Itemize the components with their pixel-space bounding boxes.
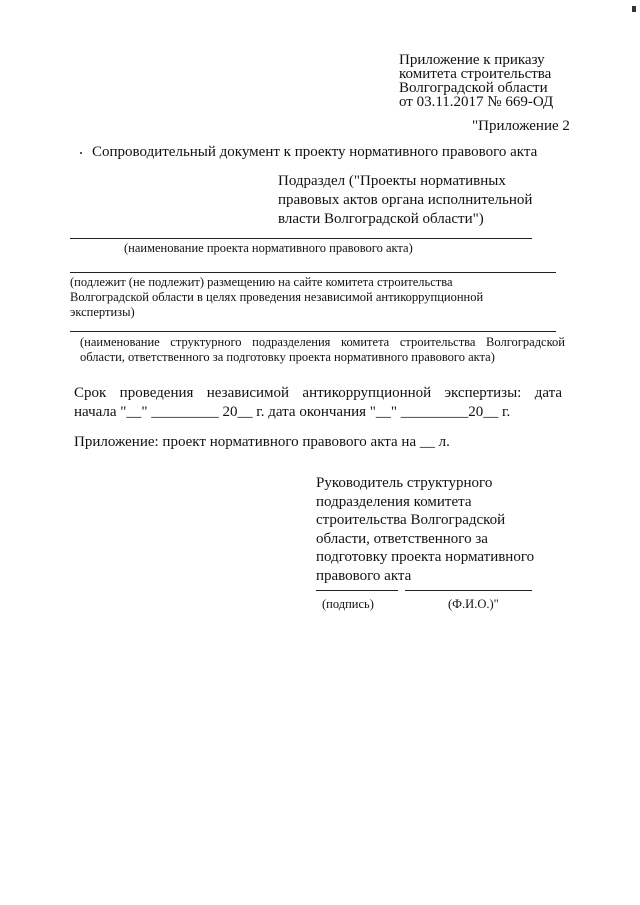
expertise-term-line1: Срок проведения независимой антикоррупционной экспертизы: дата — [74, 385, 562, 401]
unit-name-caption-line2: области, ответственного за подготовку проекта нормативного правового акта) — [80, 350, 495, 364]
order-reference-line3: Волгоградской области — [399, 80, 548, 96]
placement-caption-line3: экспертизы) — [70, 305, 135, 319]
project-name-caption: (наименование проекта нормативного правового акта) — [124, 241, 413, 255]
appendix-label: "Приложение 2 — [472, 118, 570, 134]
unit-head-line6: правового акта — [316, 567, 412, 584]
order-reference — [399, 53, 553, 109]
unit-head-block — [316, 474, 534, 585]
unit-name-caption — [80, 335, 565, 365]
unit-name-line — [70, 331, 556, 332]
placement-line — [70, 272, 556, 273]
subsection-line2: правовых актов органа исполнительной — [278, 192, 533, 208]
scan-dot — [80, 152, 82, 154]
signature-line — [316, 590, 398, 591]
document-title: Сопроводительный документ к проекту нормативного правового акта — [92, 144, 538, 160]
order-reference-line2: комитета строительства — [399, 66, 552, 82]
fio-line — [405, 590, 532, 591]
expertise-term — [74, 384, 562, 422]
expertise-term-line2: начала "__" _________ 20__ г. дата окончания "__" _________20__ г. — [74, 404, 511, 420]
project-name-line — [70, 238, 532, 239]
subsection-line3: власти Волгоградской области") — [278, 211, 484, 227]
fio-caption: (Ф.И.О.)" — [448, 597, 499, 611]
order-reference-line1: Приложение к приказу — [399, 52, 545, 68]
subsection — [278, 172, 532, 229]
attachment-note: Приложение: проект нормативного правового акта на __ л. — [74, 434, 450, 450]
subsection-line1: Подраздел ("Проекты нормативных — [278, 173, 506, 189]
unit-head-line4: области, ответственного за — [316, 530, 488, 547]
unit-head-line1: Руководитель структурного — [316, 475, 493, 491]
order-reference-line4: от 03.11.2017 № 669-ОД — [399, 94, 554, 110]
unit-head-line2: подразделения комитета — [316, 493, 472, 510]
scan-mark — [632, 6, 636, 12]
placement-caption — [70, 275, 483, 320]
placement-caption-line1: (подлежит (не подлежит) размещению на сайте комитета строительства — [70, 275, 453, 289]
unit-name-caption-line1: (наименование структурного подразделения комитета строительства Волгоградской — [80, 335, 565, 349]
unit-head-line5: подготовку проекта нормативного — [316, 549, 535, 565]
signature-caption: (подпись) — [322, 597, 374, 611]
placement-caption-line2: Волгоградской области в целях проведения независимой антикоррупционной — [70, 290, 484, 304]
unit-head-line3: строительства Волгоградской — [316, 512, 506, 528]
